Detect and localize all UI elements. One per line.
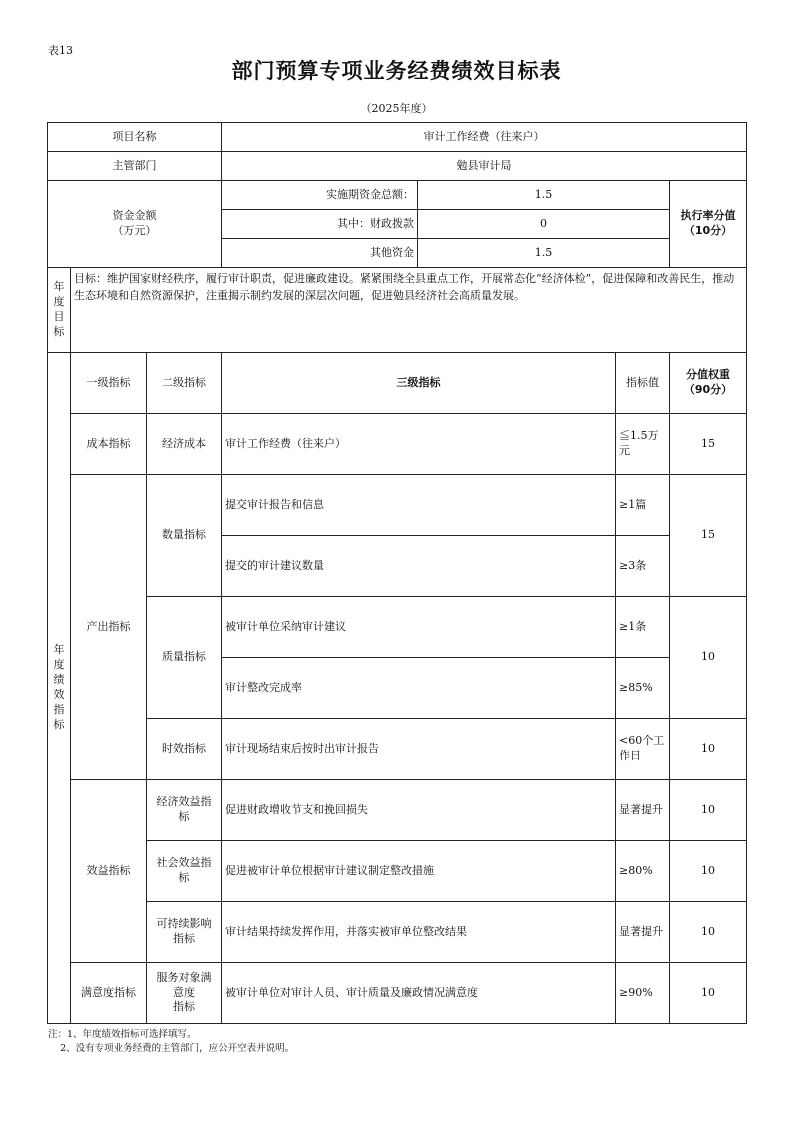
- cost-indicator-level2: 经济成本: [147, 414, 222, 475]
- economic-benefit-level2: [147, 780, 222, 841]
- economic-benefit-value: 显著提升: [616, 780, 670, 841]
- project-name-label: 项目名称: [48, 123, 222, 152]
- project-name-row: [48, 123, 747, 152]
- quality-indicator-weight: 10: [670, 597, 747, 719]
- social-benefit-value: ≥80%: [616, 841, 670, 902]
- table-row: [48, 475, 747, 536]
- output-indicator-level1: 产出指标: [71, 475, 147, 780]
- cost-indicator-level3: 审计工作经费（往来户）: [222, 414, 616, 475]
- quality-indicator-level3: 被审计单位采纳审计建议: [222, 597, 616, 658]
- project-name-value: 审计工作经费（往来户）: [222, 123, 747, 152]
- side-label-char: 标: [53, 717, 65, 731]
- quantity-indicator-value: ≥1篇: [616, 475, 670, 536]
- table-row: [48, 719, 747, 780]
- economic-benefit-level3: 促进财政增收节支和挽回损失: [222, 780, 616, 841]
- page-title: 部门预算专项业务经费绩效目标表: [231, 59, 562, 83]
- quality-indicator-level2: 质量指标: [147, 597, 222, 719]
- quality-indicator-value: ≥1条: [616, 597, 670, 658]
- table-row: [48, 902, 747, 963]
- sustainable-impact-level2: [147, 902, 222, 963]
- table-notes: [48, 1028, 294, 1057]
- cost-indicator-level1: 成本指标: [71, 414, 147, 475]
- col-level1-header: 一级指标: [71, 353, 147, 414]
- goal-label-char: 标: [53, 324, 65, 338]
- side-label-char: 效: [53, 688, 65, 701]
- satisfaction-indicator-value: ≥90%: [616, 963, 670, 1024]
- col-value-header: 指标值: [616, 353, 670, 414]
- department-label: 主管部门: [48, 152, 222, 181]
- economic-benefit-level2-line1: 经济效益指: [156, 795, 212, 809]
- table-row: [48, 841, 747, 902]
- annual-performance-indicators-label: [48, 353, 71, 1024]
- satisfaction-level2-line3: 指标: [173, 1000, 195, 1014]
- funds-fiscal-value: 0: [418, 210, 670, 239]
- cost-indicator-weight: 15: [670, 414, 747, 475]
- table-row: [48, 414, 747, 475]
- department-value: 勉县审计局: [222, 152, 747, 181]
- funds-label: [48, 181, 222, 268]
- side-label-char: 年: [53, 643, 65, 657]
- side-label-char: 指: [53, 702, 65, 716]
- funds-other-label: 其他资金: [222, 239, 418, 268]
- note-line-1: 注：1、年度绩效指标可选择填写。: [48, 1029, 197, 1040]
- timeliness-indicator-level2: 时效指标: [147, 719, 222, 780]
- table-row: [48, 780, 747, 841]
- budget-year: （2025年度）: [360, 102, 433, 115]
- social-benefit-weight: 10: [670, 841, 747, 902]
- quality-indicator-value: ≥85%: [616, 658, 670, 719]
- quantity-indicator-level2: 数量指标: [147, 475, 222, 597]
- quantity-indicator-value: ≥3条: [616, 536, 670, 597]
- sustainable-impact-level2-line1: 可持续影响: [156, 917, 212, 931]
- satisfaction-indicator-level2: [147, 963, 222, 1024]
- col-level3-header: 三级指标: [222, 353, 616, 414]
- table-row: [48, 597, 747, 658]
- goal-label-char: 年: [53, 280, 65, 294]
- col-weight-points: （90分）: [683, 383, 733, 396]
- funds-label-line1: 资金金额: [112, 209, 157, 223]
- col-weight-label: 分值权重: [686, 368, 730, 382]
- sustainable-impact-weight: 10: [670, 902, 747, 963]
- funds-label-line2: （万元）: [112, 224, 157, 237]
- goal-label-char: 度: [53, 295, 65, 309]
- quality-indicator-level3: 审计整改完成率: [222, 658, 616, 719]
- col-level2-header: 二级指标: [147, 353, 222, 414]
- sustainable-impact-value: 显著提升: [616, 902, 670, 963]
- table-row: [48, 963, 747, 1024]
- satisfaction-indicator-level1: 满意度指标: [71, 963, 147, 1024]
- social-benefit-level2: [147, 841, 222, 902]
- benefit-indicator-level1: 效益指标: [71, 780, 147, 963]
- execution-rate-label: 执行率分值: [680, 209, 736, 223]
- timeliness-indicator-level3: 审计现场结束后按时出审计报告: [222, 719, 616, 780]
- goal-label-char: 目: [53, 310, 65, 323]
- side-label-char: 绩: [53, 673, 65, 687]
- funds-total-row: [48, 181, 747, 210]
- funds-total-value: 1.5: [418, 181, 670, 210]
- satisfaction-level2-line1: 服务对象满: [156, 970, 212, 984]
- indicator-header-row: [48, 353, 747, 414]
- table-number: 表13: [48, 44, 73, 57]
- department-row: [48, 152, 747, 181]
- social-benefit-level2-line2: 标: [178, 871, 190, 884]
- side-label-char: 度: [53, 658, 65, 672]
- execution-rate-score: [670, 181, 747, 268]
- timeliness-indicator-value: <60个工作日: [616, 719, 670, 780]
- sustainable-impact-level3: 审计结果持续发挥作用，并落实被审单位整改结果: [222, 902, 616, 963]
- cost-indicator-value: ≦1.5万元: [616, 414, 670, 475]
- social-benefit-level2-line1: 社会效益指: [156, 856, 212, 870]
- col-weight-header: [670, 353, 747, 414]
- quantity-indicator-weight: 15: [670, 475, 747, 597]
- annual-goal-label: [48, 268, 71, 353]
- sustainable-impact-level2-line2: 指标: [173, 932, 195, 945]
- annual-goal-text: 目标：维护国家财经秩序，履行审计职责，促进廉政建设。紧紧围绕全县重点工作，开展常态化“经济体检”，促进保障和改善民生，推动生态环境和自然资源保护，注重揭示制约发展的深层次问题，促进勉县经济社会高质量发展。: [71, 268, 747, 353]
- funds-fiscal-label: 其中：财政拨款: [222, 210, 418, 239]
- funds-total-label: 实施期资金总额：: [222, 181, 418, 210]
- funds-other-value: 1.5: [418, 239, 670, 268]
- economic-benefit-level2-line2: 标: [178, 810, 190, 823]
- satisfaction-indicator-weight: 10: [670, 963, 747, 1024]
- economic-benefit-weight: 10: [670, 780, 747, 841]
- quantity-indicator-level3: 提交的审计建议数量: [222, 536, 616, 597]
- timeliness-indicator-weight: 10: [670, 719, 747, 780]
- satisfaction-level2-line2: 意度: [173, 985, 195, 999]
- social-benefit-level3: 促进被审计单位根据审计建议制定整改措施: [222, 841, 616, 902]
- satisfaction-indicator-level3: 被审计单位对审计人员、审计质量及廉政情况满意度: [222, 963, 616, 1024]
- execution-rate-points: （10分）: [683, 224, 733, 237]
- note-line-2: 2、没有专项业务经费的主管部门，应公开空表并说明。: [48, 1043, 295, 1055]
- annual-goal-row: [48, 268, 747, 353]
- quantity-indicator-level3: 提交审计报告和信息: [222, 475, 616, 536]
- performance-target-table: [47, 122, 747, 1024]
